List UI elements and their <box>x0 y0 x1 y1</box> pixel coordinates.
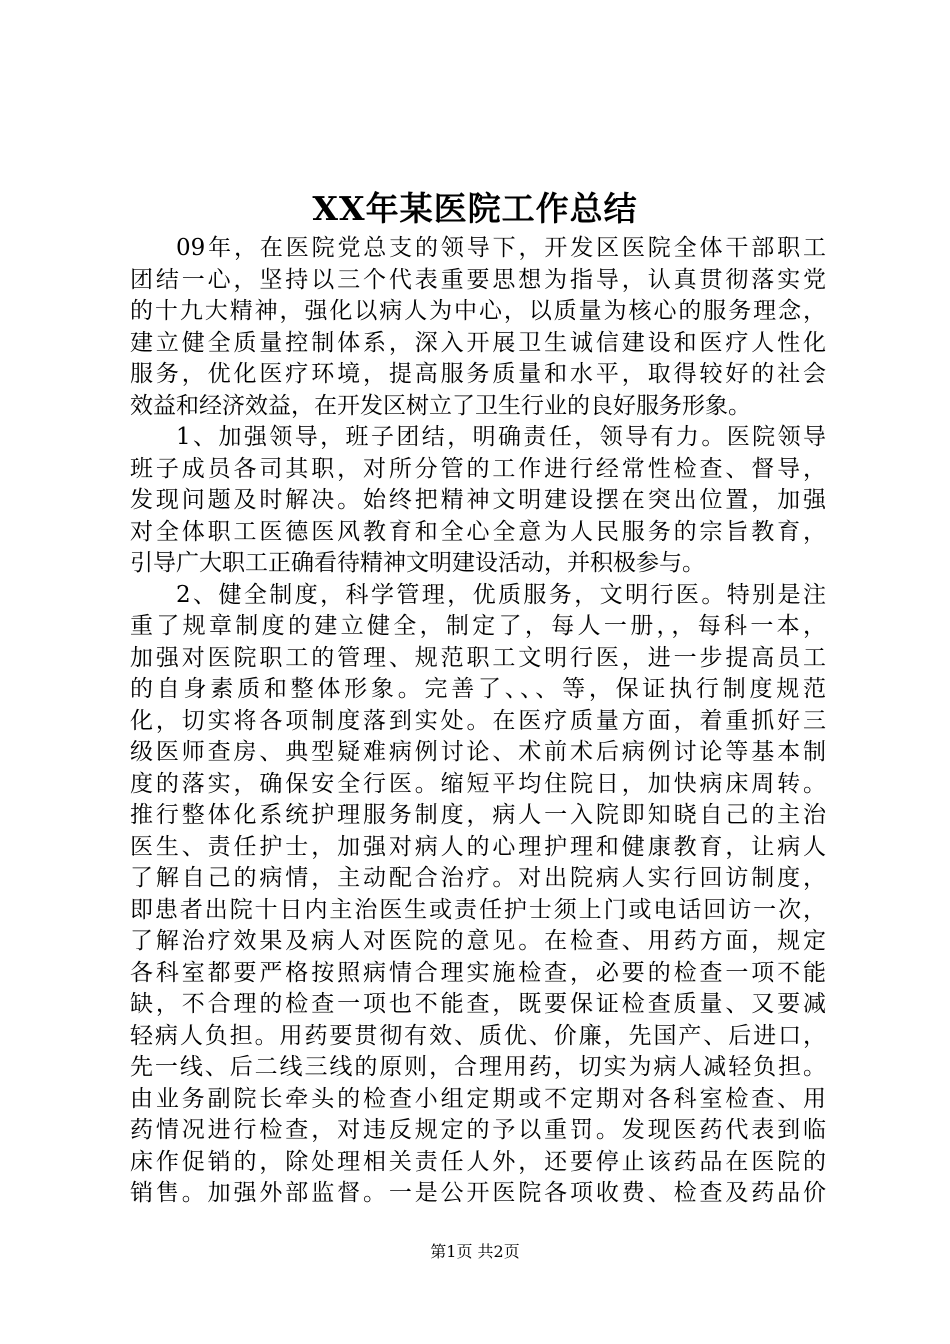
body-line: 即患者出院十日内主治医生或责任护士须上门或电话回访一次， <box>130 896 826 923</box>
body-line: 药情况进行检查，对违反规定的予以重罚。发现医药代表到临 <box>130 1117 826 1143</box>
body-line: 班子成员各司其职，对所分管的工作进行经常性检查、督导， <box>130 455 826 482</box>
body-line: 缺，不合理的检查一项也不能查，既要保证检查质量、又要减 <box>130 991 826 1017</box>
document-title: XX年某医院工作总结 <box>312 189 638 228</box>
body-line: 2、健全制度，科学管理，优质服务，文明行医。特别是注 <box>176 581 826 608</box>
body-line: 建立健全质量控制体系，深入开展卫生诚信建设和医疗人性化 <box>130 329 826 356</box>
body-line: 1、加强领导，班子团结，明确责任，领导有力。医院领导 <box>176 424 826 450</box>
body-line: 了解治疗效果及病人对医院的意见。在检查、用药方面，规定 <box>130 928 826 954</box>
page-footer <box>0 1240 950 1264</box>
body-line: 推行整体化系统护理服务制度，病人一入院即知晓自己的主治 <box>130 802 826 828</box>
body-line: 化，切实将各项制度落到实处。在医疗质量方面，着重抓好三 <box>130 707 826 734</box>
body-line: 发现问题及时解决。始终把精神文明建设摆在突出位置，加强 <box>130 487 826 513</box>
body-line: 床作促销的，除处理相关责任人外，还要停止该药品在医院的 <box>130 1148 826 1175</box>
body-line: 重了规章制度的建立健全，制定了，每人一册，，每科一本， <box>130 613 826 639</box>
body-line: 的十九大精神，强化以病人为中心，以质量为核心的服务理念， <box>130 298 826 324</box>
body-line: 医生、责任护士，加强对病人的心理护理和健康教育，让病人 <box>130 833 826 860</box>
body-line: 服务，优化医疗环境，提高服务质量和水平，取得较好的社会 <box>130 361 826 387</box>
page-number-label: 第1页 共2页 <box>430 1242 520 1261</box>
body-line: 的自身素质和整体形象。完善了、、、等，保证执行制度规范 <box>130 676 826 702</box>
body-line: 先一线、后二线三线的原则，合理用药，切实为病人减轻负担。 <box>130 1054 826 1080</box>
body-line: 了解自己的病情，主动配合治疗。对出院病人实行回访制度， <box>130 865 826 891</box>
body-line: 轻病人负担。用药要贯彻有效、质优、价廉，先国产、后进口， <box>130 1022 826 1049</box>
body-line: 效益和经济效益，在开发区树立了卫生行业的良好服务形象。 <box>130 392 751 419</box>
body-line: 对全体职工医德医风教育和全心全意为人民服务的宗旨教育， <box>130 518 826 545</box>
body-line: 加强对医院职工的管理、规范职工文明行医，进一步提高员工 <box>130 644 826 671</box>
body-line: 09年，在医院党总支的领导下，开发区医院全体干部职工 <box>176 235 826 261</box>
body-line: 级医师查房、典型疑难病例讨论、术前术后病例讨论等基本制 <box>130 739 826 765</box>
body-line: 由业务副院长牵头的检查小组定期或不定期对各科室检查、用 <box>130 1085 826 1112</box>
body-line: 引导广大职工正确看待精神文明建设活动，并积极参与。 <box>130 550 705 576</box>
body-line: 销售。加强外部监督。一是公开医院各项收费、检查及药品价 <box>130 1180 826 1206</box>
body-line: 各科室都要严格按照病情合理实施检查，必要的检查一项不能 <box>130 959 826 986</box>
body-line: 度的落实，确保安全行医。缩短平均住院日，加快病床周转。 <box>130 770 826 797</box>
document-body <box>130 233 826 1210</box>
body-line: 团结一心，坚持以三个代表重要思想为指导，认真贯彻落实党 <box>130 266 826 293</box>
